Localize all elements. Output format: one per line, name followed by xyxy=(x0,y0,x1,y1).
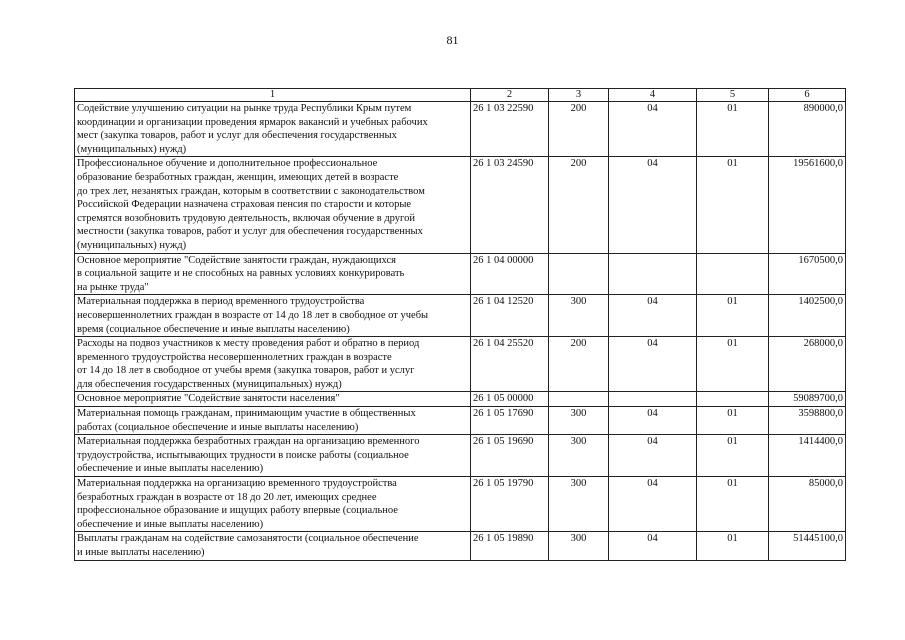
description-line: координации и организации проведения ярмарок вакансий и учебных рабочих xyxy=(77,116,428,128)
expense-type-code xyxy=(549,392,609,407)
section-code xyxy=(609,392,697,407)
table-row xyxy=(75,407,846,435)
expense-type-code xyxy=(549,253,609,295)
budget-classification-code: 26 1 04 25520 xyxy=(471,337,549,392)
amount-value: 1402500,0 xyxy=(769,295,846,337)
budget-classification-code: 26 1 05 00000 xyxy=(471,392,549,407)
section-code: 04 xyxy=(609,337,697,392)
section-code: 04 xyxy=(609,477,697,532)
amount-value: 19561600,0 xyxy=(769,157,846,253)
section-code: 04 xyxy=(609,435,697,477)
expense-type-code: 200 xyxy=(549,337,609,392)
budget-classification-code: 26 1 03 24590 xyxy=(471,157,549,253)
amount-value: 1414400,0 xyxy=(769,435,846,477)
budget-classification-code: 26 1 05 19790 xyxy=(471,477,549,532)
description-line: (муниципальных) нужд) xyxy=(77,239,187,251)
table-row xyxy=(75,532,846,560)
amount-value: 1670500,0 xyxy=(769,253,846,295)
description-line: местности (закупка товаров, работ и услуг для обеспечения государственных xyxy=(77,226,423,238)
budget-classification-code: 26 1 04 12520 xyxy=(471,295,549,337)
row-description xyxy=(75,337,471,392)
row-description xyxy=(75,253,471,295)
subsection-code: 01 xyxy=(697,337,769,392)
expense-type-code: 300 xyxy=(549,477,609,532)
row-description xyxy=(75,532,471,560)
column-header-3: 3 xyxy=(549,89,609,102)
subsection-code: 01 xyxy=(697,532,769,560)
description-line: Основное мероприятие "Содействие занятости граждан, нуждающихся xyxy=(77,254,396,266)
description-line: трудоустройства, испытывающих трудности в поиске работы (социальное xyxy=(77,449,409,461)
header-row xyxy=(75,89,846,102)
subsection-code: 01 xyxy=(697,435,769,477)
amount-value: 3598800,0 xyxy=(769,407,846,435)
budget-classification-code: 26 1 05 19890 xyxy=(471,532,549,560)
description-line: временного трудоустройства несовершеннолетних граждан в возрасте xyxy=(77,351,392,363)
description-line: Материальная поддержка безработных граждан на организацию временного xyxy=(77,436,420,448)
description-line: (муниципальных) нужд) xyxy=(77,143,187,155)
description-line: безработных граждан в возрасте от 18 до 20 лет, имеющих среднее xyxy=(77,491,377,503)
description-line: в социальной защите и не способных на равных условиях конкурировать xyxy=(77,268,405,280)
expense-type-code: 300 xyxy=(549,435,609,477)
table-row xyxy=(75,337,846,392)
description-line: образование безработных граждан, женщин, имеющих детей в возрасте xyxy=(77,171,399,183)
subsection-code xyxy=(697,253,769,295)
description-line: и иные выплаты населению) xyxy=(77,547,205,558)
description-line: Профессиональное обучение и дополнительное профессиональное xyxy=(77,158,378,170)
row-description xyxy=(75,392,471,407)
row-description xyxy=(75,435,471,477)
section-code: 04 xyxy=(609,532,697,560)
column-header-6: 6 xyxy=(769,89,846,102)
amount-value: 890000,0 xyxy=(769,102,846,157)
table-row xyxy=(75,157,846,253)
description-line: работах (социальное обеспечение и иные выплаты населению) xyxy=(77,421,359,433)
description-line: Материальная помощь гражданам, принимающим участие в общественных xyxy=(77,408,416,420)
subsection-code: 01 xyxy=(697,295,769,337)
subsection-code: 01 xyxy=(697,157,769,253)
expense-type-code: 200 xyxy=(549,157,609,253)
budget-table xyxy=(74,88,846,561)
section-code: 04 xyxy=(609,102,697,157)
description-line: от 14 до 18 лет в свободное от учебы время (закупка товаров, работ и услуг xyxy=(77,365,415,377)
section-code xyxy=(609,253,697,295)
subsection-code: 01 xyxy=(697,407,769,435)
description-line: Основное мероприятие "Содействие занятости населения" xyxy=(77,393,340,405)
budget-classification-code: 26 1 05 19690 xyxy=(471,435,549,477)
row-description xyxy=(75,157,471,253)
description-line: Материальная поддержка в период временного трудоустройства xyxy=(77,296,365,308)
page-number: 81 xyxy=(446,33,459,47)
budget-classification-code: 26 1 05 17690 xyxy=(471,407,549,435)
budget-classification-code: 26 1 03 22590 xyxy=(471,102,549,157)
amount-value: 268000,0 xyxy=(769,337,846,392)
table-body xyxy=(75,102,846,561)
description-line: обеспечение и иные выплаты населению) xyxy=(77,518,264,530)
description-line: Расходы на подвоз участников к месту проведения работ и обратно в период xyxy=(77,338,420,350)
row-description xyxy=(75,407,471,435)
column-header-2: 2 xyxy=(471,89,549,102)
description-line: стремятся возобновить трудовую деятельность, включая обучение в другой xyxy=(77,212,415,224)
subsection-code: 01 xyxy=(697,477,769,532)
section-code: 04 xyxy=(609,157,697,253)
description-line: Содействие улучшению ситуации на рынке труда Республики Крым путем xyxy=(77,103,412,114)
column-header-4: 4 xyxy=(609,89,697,102)
description-line: профессиональное образование и ищущих работу впервые (социальное xyxy=(77,505,398,517)
expense-type-code: 300 xyxy=(549,295,609,337)
amount-value: 59089700,0 xyxy=(769,392,846,407)
subsection-code: 01 xyxy=(697,102,769,157)
description-line: время (социальное обеспечение и иные выплаты населению) xyxy=(77,323,350,335)
table-row xyxy=(75,102,846,157)
section-code: 04 xyxy=(609,407,697,435)
description-line: несовершеннолетних граждан в возрасте от 14 до 18 лет в свободное от учебы xyxy=(77,309,429,321)
description-line: обеспечение и иные выплаты населению) xyxy=(77,463,264,475)
description-line: Материальная поддержка на организацию временного трудоустройства xyxy=(77,478,397,490)
amount-value: 51445100,0 xyxy=(769,532,846,560)
expense-type-code: 300 xyxy=(549,407,609,435)
table-row xyxy=(75,295,846,337)
column-header-1: 1 xyxy=(75,89,471,102)
table-row xyxy=(75,392,846,407)
description-line: до трех лет, незанятых граждан, которым в соответствии с законодательством xyxy=(77,185,425,197)
column-header-5: 5 xyxy=(697,89,769,102)
description-line: Российской Федерации назначена страховая пенсия по старости и которые xyxy=(77,199,412,211)
expense-type-code: 200 xyxy=(549,102,609,157)
description-line: для обеспечения государственных (муниципальных) нужд) xyxy=(77,378,342,390)
table-row xyxy=(75,477,846,532)
table-row xyxy=(75,253,846,295)
description-line: мест (закупка товаров, работ и услуг для обеспечения государственных xyxy=(77,130,397,142)
row-description xyxy=(75,102,471,157)
amount-value: 85000,0 xyxy=(769,477,846,532)
table-row xyxy=(75,435,846,477)
row-description xyxy=(75,295,471,337)
subsection-code xyxy=(697,392,769,407)
row-description xyxy=(75,477,471,532)
description-line: на рынке труда" xyxy=(77,281,149,293)
description-line: Выплаты гражданам на содействие самозанятости (социальное обеспечение xyxy=(77,533,419,545)
expense-type-code: 300 xyxy=(549,532,609,560)
section-code: 04 xyxy=(609,295,697,337)
budget-classification-code: 26 1 04 00000 xyxy=(471,253,549,295)
